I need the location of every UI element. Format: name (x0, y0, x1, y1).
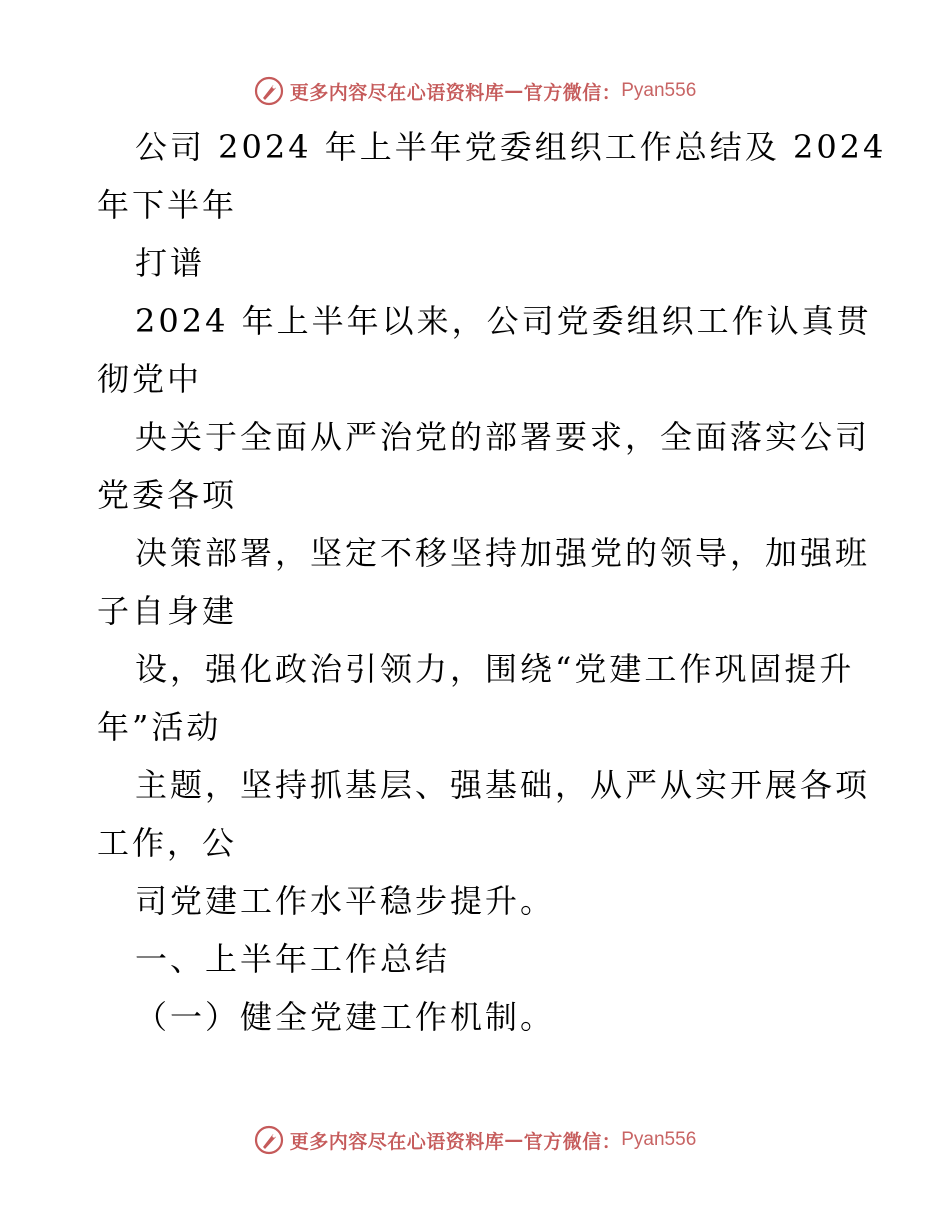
document-body (97, 118, 887, 1046)
doc-line: 公司 2024 年上半年党委组织工作总结及 2024 (135, 128, 887, 166)
doc-line: 工作，公 (97, 824, 238, 862)
doc-line: 打谱 (135, 244, 206, 282)
doc-line: 设，强化政治引领力，围绕“党建工作巩固提升 (135, 650, 855, 688)
watermark-text: 更多内容尽在心语资料库 (289, 81, 505, 104)
doc-line: 年下半年 (97, 186, 238, 224)
section-heading: 一、上半年工作总结 (135, 940, 451, 978)
header-watermark (0, 71, 950, 111)
watermark-dash: — (504, 1129, 524, 1151)
doc-line: 司党建工作水平稳步提升。 (135, 882, 556, 920)
doc-line: 2024 年上半年以来，公司党委组织工作认真贯 (135, 302, 872, 340)
watermark-wechat-label: 官方微信： (523, 1130, 622, 1153)
watermark-wechat-label: 官方微信： (523, 81, 622, 104)
pen-nib-circle-icon (254, 76, 284, 106)
doc-line: 子自身建 (97, 592, 238, 630)
doc-line: 决策部署，坚定不移坚持加强党的领导，加强班 (135, 534, 871, 572)
doc-line: 年”活动 (97, 708, 222, 746)
doc-line: 主题，坚持抓基层、强基础，从严从实开展各项 (135, 766, 871, 804)
watermark-wechat-id: Pyan556 (621, 1129, 697, 1150)
doc-line: 党委各项 (97, 476, 238, 514)
watermark-dash: — (504, 80, 524, 102)
watermark-text: 更多内容尽在心语资料库 (289, 1130, 505, 1153)
subsection-heading: （一）健全党建工作机制。 (135, 998, 556, 1036)
footer-watermark (0, 1120, 950, 1160)
pen-nib-circle-icon (254, 1125, 284, 1155)
doc-line: 彻党中 (97, 360, 203, 398)
watermark-wechat-id: Pyan556 (621, 80, 697, 101)
doc-line: 央关于全面从严治党的部署要求，全面落实公司 (135, 418, 871, 456)
